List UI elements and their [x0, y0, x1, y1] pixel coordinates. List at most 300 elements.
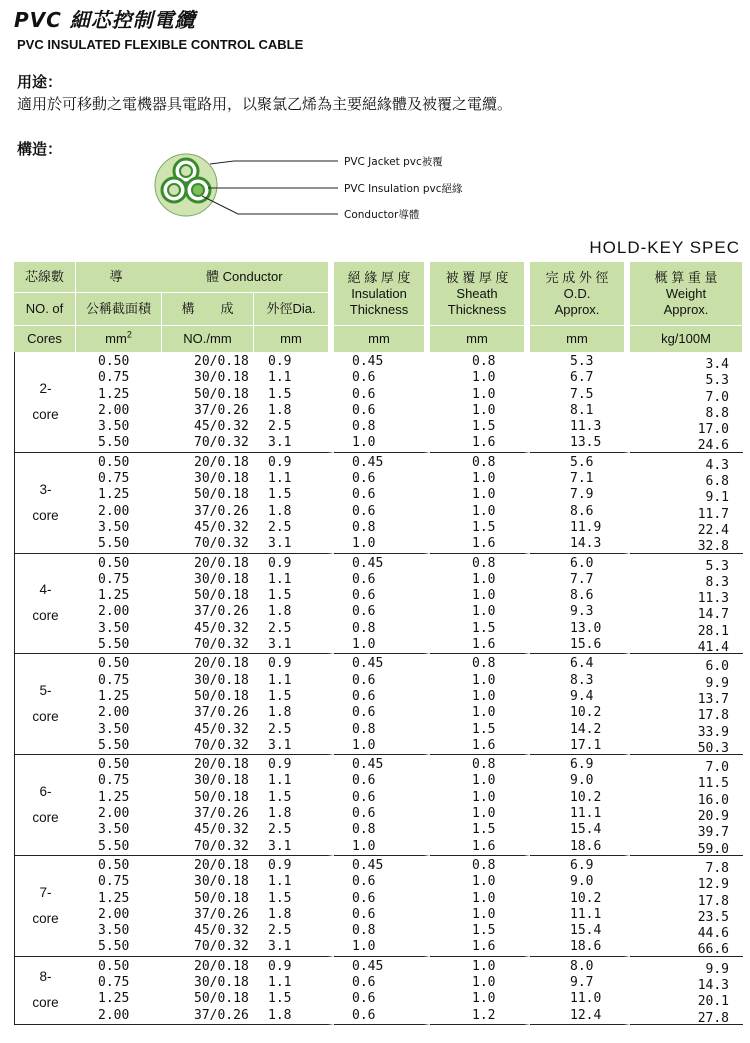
od-value: 6.9 — [570, 757, 594, 773]
comp-value: 37/0.26 — [194, 503, 249, 519]
od-value: 15.4 — [570, 822, 602, 838]
area-value: 1.25 — [98, 688, 130, 704]
core-count-cell: 7- core — [14, 856, 76, 957]
sheath-cell — [430, 654, 530, 755]
od-cell — [530, 856, 630, 957]
sheath-cell — [430, 554, 530, 655]
header-conductor — [76, 262, 334, 293]
od-value: 8.6 — [570, 588, 594, 604]
page-title: PVC 細芯控制電纜 — [14, 8, 196, 32]
dia-value: 1.5 — [268, 386, 292, 402]
unit-insulation: mm — [334, 326, 430, 352]
area-value: 0.75 — [98, 571, 130, 587]
ins-cell — [334, 352, 430, 453]
od-value: 7.7 — [570, 571, 594, 587]
sheath-value: 0.8 — [472, 656, 496, 672]
ins-value: 0.45 — [352, 958, 384, 974]
area-value: 0.75 — [98, 471, 130, 487]
header-od: 完 成 外 徑 O.D. Approx. — [530, 262, 630, 326]
weight-value: 39.7 — [697, 825, 730, 841]
comp-value: 45/0.32 — [194, 620, 249, 636]
area-value: 2.00 — [98, 604, 130, 620]
od-value: 6.7 — [570, 370, 594, 386]
weight-value: 59.0 — [697, 841, 730, 857]
sheath-value: 1.2 — [472, 1007, 496, 1023]
sheath-value: 1.0 — [472, 402, 496, 418]
comp-cell — [162, 453, 254, 554]
sheath-value: 1.6 — [472, 939, 496, 955]
ins-value: 0.6 — [352, 890, 376, 906]
comp-value: 20/0.18 — [194, 454, 249, 470]
unit-sheath: mm — [430, 326, 530, 352]
ins-value: 0.6 — [352, 1007, 376, 1023]
ins-value: 0.45 — [352, 656, 384, 672]
ins-value: 1.0 — [352, 536, 376, 552]
od-value: 9.4 — [570, 688, 594, 704]
dia-value: 1.5 — [268, 991, 292, 1007]
dia-cell — [254, 957, 334, 1025]
comp-value: 30/0.18 — [194, 571, 249, 587]
weight-value: 12.9 — [697, 877, 730, 893]
ins-cell — [334, 856, 430, 957]
weight-value: 32.8 — [697, 539, 730, 555]
sheath-value: 1.5 — [472, 519, 496, 535]
weight-value: 9.1 — [705, 490, 730, 506]
area-value: 2.00 — [98, 705, 130, 721]
od-cell — [530, 352, 630, 453]
page-subtitle: PVC INSULATED FLEXIBLE CONTROL CABLE — [17, 37, 304, 52]
dia-value: 1.1 — [268, 874, 292, 890]
weight-value: 17.8 — [697, 708, 730, 724]
sheath-value: 1.0 — [472, 604, 496, 620]
ins-value: 1.0 — [352, 435, 376, 451]
sheath-value: 1.6 — [472, 536, 496, 552]
spec-table-body — [14, 352, 743, 1025]
dia-cell — [254, 453, 334, 554]
od-value: 11.3 — [570, 419, 602, 435]
weight-value: 17.8 — [697, 893, 730, 909]
core-count-cell: 5- core — [14, 654, 76, 755]
comp-value: 37/0.26 — [194, 1007, 249, 1023]
od-value: 11.1 — [570, 906, 602, 922]
weight-cell — [630, 654, 743, 755]
od-value: 6.4 — [570, 656, 594, 672]
ins-value: 1.0 — [352, 838, 376, 854]
comp-value: 20/0.18 — [194, 354, 249, 369]
dia-value: 3.1 — [268, 435, 292, 451]
sheath-value: 1.5 — [472, 822, 496, 838]
comp-value: 50/0.18 — [194, 688, 249, 704]
od-value: 11.0 — [570, 991, 602, 1007]
header-insulation: 絕 緣 厚 度 Insulation Thickness — [334, 262, 430, 326]
weight-value: 5.3 — [705, 373, 730, 389]
area-value: 3.50 — [98, 721, 130, 737]
dia-value: 1.1 — [268, 672, 292, 688]
area-value: 1.25 — [98, 487, 130, 503]
weight-value: 41.4 — [697, 640, 730, 656]
sheath-value: 1.0 — [472, 890, 496, 906]
sheath-value: 1.5 — [472, 620, 496, 636]
sheath-cell — [430, 957, 530, 1025]
weight-value: 22.4 — [697, 522, 730, 538]
area-value: 3.50 — [98, 419, 130, 435]
core-count-cell: 4- core — [14, 554, 76, 655]
weight-cell — [630, 957, 743, 1025]
sheath-value: 1.6 — [472, 737, 496, 753]
area-value: 1.25 — [98, 386, 130, 402]
dia-value: 2.5 — [268, 519, 292, 535]
comp-value: 45/0.32 — [194, 419, 249, 435]
conductor-right — [192, 184, 204, 196]
ins-cell — [334, 755, 430, 856]
weight-value: 14.3 — [697, 978, 730, 994]
od-value: 5.3 — [570, 354, 594, 369]
sheath-value: 1.6 — [472, 838, 496, 854]
weight-cell — [630, 856, 743, 957]
dia-value: 1.8 — [268, 402, 292, 418]
weight-value: 9.9 — [705, 961, 730, 977]
sheath-value: 1.0 — [472, 991, 496, 1007]
weight-value: 4.3 — [705, 457, 730, 473]
ins-value: 0.6 — [352, 672, 376, 688]
weight-value: 9.9 — [705, 675, 730, 691]
od-cell — [530, 453, 630, 554]
ins-value: 0.6 — [352, 604, 376, 620]
area-value: 5.50 — [98, 838, 130, 854]
area-value: 3.50 — [98, 620, 130, 636]
sheath-value: 1.0 — [472, 588, 496, 604]
sheath-value: 1.0 — [472, 975, 496, 991]
weight-cell — [630, 554, 743, 655]
dia-value: 1.1 — [268, 471, 292, 487]
ins-value: 0.6 — [352, 471, 376, 487]
weight-value: 20.1 — [697, 994, 730, 1010]
ins-value: 0.6 — [352, 991, 376, 1007]
dia-value: 1.8 — [268, 705, 292, 721]
od-value: 14.2 — [570, 721, 602, 737]
ins-cell — [334, 957, 430, 1025]
od-cell — [530, 957, 630, 1025]
ins-value: 0.6 — [352, 789, 376, 805]
sheath-cell — [430, 453, 530, 554]
area-value: 3.50 — [98, 822, 130, 838]
od-value: 13.5 — [570, 435, 602, 451]
sheath-value: 1.5 — [472, 721, 496, 737]
table-row — [14, 453, 743, 554]
comp-cell — [162, 957, 254, 1025]
od-value: 17.1 — [570, 737, 602, 753]
comp-value: 50/0.18 — [194, 789, 249, 805]
table-row — [14, 957, 743, 1025]
dia-cell — [254, 654, 334, 755]
comp-value: 30/0.18 — [194, 370, 249, 386]
dia-value: 3.1 — [268, 737, 292, 753]
od-value: 10.2 — [570, 705, 602, 721]
weight-value: 27.8 — [697, 1010, 730, 1026]
sheath-value: 0.8 — [472, 454, 496, 470]
sheath-value: 1.0 — [472, 487, 496, 503]
weight-value: 14.7 — [697, 607, 730, 623]
ins-value: 0.6 — [352, 402, 376, 418]
usage-label: 用途： — [17, 73, 63, 91]
area-value: 1.25 — [98, 588, 130, 604]
weight-value: 6.0 — [705, 659, 730, 675]
comp-cell — [162, 755, 254, 856]
comp-value: 70/0.32 — [194, 435, 249, 451]
area-value: 0.75 — [98, 370, 130, 386]
sheath-value: 1.6 — [472, 435, 496, 451]
comp-value: 45/0.32 — [194, 822, 249, 838]
weight-value: 3.4 — [705, 357, 730, 372]
sheath-value: 1.0 — [472, 789, 496, 805]
weight-value: 33.9 — [697, 724, 730, 740]
comp-value: 70/0.32 — [194, 939, 249, 955]
weight-value: 7.8 — [705, 860, 730, 876]
sheath-value: 1.5 — [472, 419, 496, 435]
od-value: 8.1 — [570, 402, 594, 418]
area-value: 5.50 — [98, 536, 130, 552]
dia-value: 0.9 — [268, 354, 292, 369]
core-count-cell: 8- core — [14, 957, 76, 1025]
dia-value: 1.8 — [268, 906, 292, 922]
od-value: 5.6 — [570, 454, 594, 470]
ins-cell — [334, 554, 430, 655]
conductor-label: Conductor導體 — [344, 209, 420, 221]
comp-value: 30/0.18 — [194, 975, 249, 991]
sheath-value: 1.0 — [472, 471, 496, 487]
comp-value: 50/0.18 — [194, 991, 249, 1007]
dia-value: 1.1 — [268, 370, 292, 386]
header-sheath: 被 覆 厚 度 Sheath Thickness — [430, 262, 530, 326]
od-value: 8.6 — [570, 503, 594, 519]
comp-value: 70/0.32 — [194, 737, 249, 753]
od-value: 12.4 — [570, 1007, 602, 1023]
area-value: 2.00 — [98, 906, 130, 922]
ins-value: 0.6 — [352, 588, 376, 604]
od-cell — [530, 654, 630, 755]
area-cell — [76, 654, 162, 755]
area-value: 3.50 — [98, 923, 130, 939]
comp-cell — [162, 352, 254, 453]
sheath-value: 1.0 — [472, 705, 496, 721]
weight-value: 66.6 — [697, 942, 730, 958]
dia-cell — [254, 554, 334, 655]
weight-value: 24.6 — [697, 438, 730, 454]
dia-cell — [254, 352, 334, 453]
area-value: 3.50 — [98, 519, 130, 535]
od-value: 18.6 — [570, 838, 602, 854]
dia-value: 3.1 — [268, 939, 292, 955]
area-value: 2.00 — [98, 402, 130, 418]
unit-area: $mm^2$ — [76, 326, 162, 352]
comp-value: 37/0.26 — [194, 705, 249, 721]
weight-cell — [630, 453, 743, 554]
od-value: 14.3 — [570, 536, 602, 552]
area-value: 1.25 — [98, 789, 130, 805]
dia-value: 1.1 — [268, 975, 292, 991]
table-row — [14, 352, 743, 453]
weight-cell — [630, 352, 743, 453]
dia-value: 1.8 — [268, 1007, 292, 1023]
sheath-value: 0.8 — [472, 555, 496, 571]
od-value: 10.2 — [570, 890, 602, 906]
od-value: 7.9 — [570, 487, 594, 503]
od-value: 9.7 — [570, 975, 594, 991]
dia-value: 3.1 — [268, 838, 292, 854]
comp-value: 30/0.18 — [194, 874, 249, 890]
ins-value: 0.6 — [352, 487, 376, 503]
comp-value: 70/0.32 — [194, 536, 249, 552]
comp-cell — [162, 654, 254, 755]
unit-diameter: mm — [254, 326, 334, 352]
area-cell — [76, 352, 162, 453]
sheath-value: 1.6 — [472, 637, 496, 653]
comp-value: 20/0.18 — [194, 757, 249, 773]
dia-value: 1.5 — [268, 487, 292, 503]
ins-value: 0.8 — [352, 519, 376, 535]
insulation-label: PVC Insulation pvc絕緣 — [344, 183, 463, 195]
conductor-left — [168, 184, 180, 196]
ins-value: 0.6 — [352, 705, 376, 721]
dia-value: 1.8 — [268, 503, 292, 519]
comp-value: 20/0.18 — [194, 555, 249, 571]
dia-value: 1.5 — [268, 789, 292, 805]
dia-value: 3.1 — [268, 637, 292, 653]
weight-value: 17.0 — [697, 422, 730, 438]
dia-value: 0.9 — [268, 757, 292, 773]
header-cores-en: NO. of — [14, 293, 76, 326]
header-weight: 概 算 重 量 Weight Approx. — [630, 262, 743, 326]
core-count-cell: 6- core — [14, 755, 76, 856]
sheath-value: 1.0 — [472, 672, 496, 688]
sheath-value: 1.0 — [472, 806, 496, 822]
ins-value: 0.6 — [352, 571, 376, 587]
weight-value: 23.5 — [697, 909, 730, 925]
dia-value: 1.5 — [268, 890, 292, 906]
weight-value: 13.7 — [697, 691, 730, 707]
conductor-top — [180, 165, 192, 177]
unit-weight: kg/100M — [630, 326, 743, 352]
area-value: 5.50 — [98, 939, 130, 955]
od-cell — [530, 755, 630, 856]
weight-value: 20.9 — [697, 809, 730, 825]
dia-cell — [254, 755, 334, 856]
usage-text: 適用於可移動之電機器具電路用，以聚氯乙烯為主要絕緣體及被覆之電纜。 — [17, 95, 513, 113]
sheath-value: 1.0 — [472, 906, 496, 922]
area-cell — [76, 755, 162, 856]
sheath-value: 1.0 — [472, 571, 496, 587]
ins-value: 1.0 — [352, 737, 376, 753]
dia-value: 1.5 — [268, 688, 292, 704]
ins-value: 0.6 — [352, 688, 376, 704]
sheath-value: 0.8 — [472, 354, 496, 369]
dia-value: 1.1 — [268, 571, 292, 587]
ins-value: 0.45 — [352, 757, 384, 773]
area-value: 5.50 — [98, 737, 130, 753]
weight-value: 11.7 — [697, 506, 730, 522]
comp-value: 50/0.18 — [194, 487, 249, 503]
table-row — [14, 654, 743, 755]
area-cell — [76, 957, 162, 1025]
ins-value: 0.8 — [352, 721, 376, 737]
comp-cell — [162, 856, 254, 957]
comp-value: 37/0.26 — [194, 806, 249, 822]
ins-value: 0.6 — [352, 773, 376, 789]
comp-value: 20/0.18 — [194, 958, 249, 974]
dia-value: 1.1 — [268, 773, 292, 789]
od-value: 8.0 — [570, 958, 594, 974]
ins-value: 0.45 — [352, 454, 384, 470]
weight-value: 11.3 — [697, 591, 730, 607]
sheath-cell — [430, 856, 530, 957]
weight-cell — [630, 755, 743, 856]
dia-value: 0.9 — [268, 857, 292, 873]
od-value: 18.6 — [570, 939, 602, 955]
ins-value: 0.6 — [352, 806, 376, 822]
comp-value: 37/0.26 — [194, 906, 249, 922]
area-value: 0.75 — [98, 975, 130, 991]
comp-value: 37/0.26 — [194, 402, 249, 418]
weight-value: 6.8 — [705, 474, 730, 490]
dia-value: 0.9 — [268, 555, 292, 571]
ins-value: 0.45 — [352, 555, 384, 571]
weight-value: 16.0 — [697, 792, 730, 808]
dia-value: 2.5 — [268, 923, 292, 939]
area-value: 1.25 — [98, 890, 130, 906]
core-count-cell: 3- core — [14, 453, 76, 554]
od-value: 10.2 — [570, 789, 602, 805]
brand-label: HOLD-KEY SPEC — [589, 238, 740, 257]
area-value: 0.75 — [98, 874, 130, 890]
area-value: 0.50 — [98, 757, 130, 773]
sheath-value: 0.8 — [472, 857, 496, 873]
unit-od: mm — [530, 326, 630, 352]
table-row — [14, 755, 743, 856]
ins-value: 0.6 — [352, 503, 376, 519]
dia-value: 0.9 — [268, 958, 292, 974]
sheath-value: 1.0 — [472, 386, 496, 402]
sheath-cell — [430, 755, 530, 856]
od-value: 7.5 — [570, 386, 594, 402]
area-cell — [76, 453, 162, 554]
dia-cell — [254, 856, 334, 957]
ins-value: 1.0 — [352, 637, 376, 653]
comp-cell — [162, 554, 254, 655]
weight-value: 28.1 — [697, 623, 730, 639]
ins-value: 0.8 — [352, 620, 376, 636]
area-value: 0.50 — [98, 857, 130, 873]
area-value: 0.50 — [98, 958, 130, 974]
od-value: 15.6 — [570, 637, 602, 653]
area-value: 2.00 — [98, 1007, 130, 1023]
ins-value: 0.45 — [352, 354, 384, 369]
dia-value: 3.1 — [268, 536, 292, 552]
ins-value: 0.8 — [352, 822, 376, 838]
ins-value: 0.6 — [352, 386, 376, 402]
table-row — [14, 554, 743, 655]
jacket-leader-line — [210, 161, 338, 164]
comp-value: 30/0.18 — [194, 471, 249, 487]
od-value: 7.1 — [570, 471, 594, 487]
weight-value: 5.3 — [705, 558, 730, 574]
weight-value: 7.0 — [705, 389, 730, 405]
area-value: 0.50 — [98, 656, 130, 672]
area-value: 0.50 — [98, 555, 130, 571]
sheath-value: 1.0 — [472, 688, 496, 704]
comp-value: 37/0.26 — [194, 604, 249, 620]
weight-value: 50.3 — [697, 740, 730, 756]
comp-value: 50/0.18 — [194, 890, 249, 906]
